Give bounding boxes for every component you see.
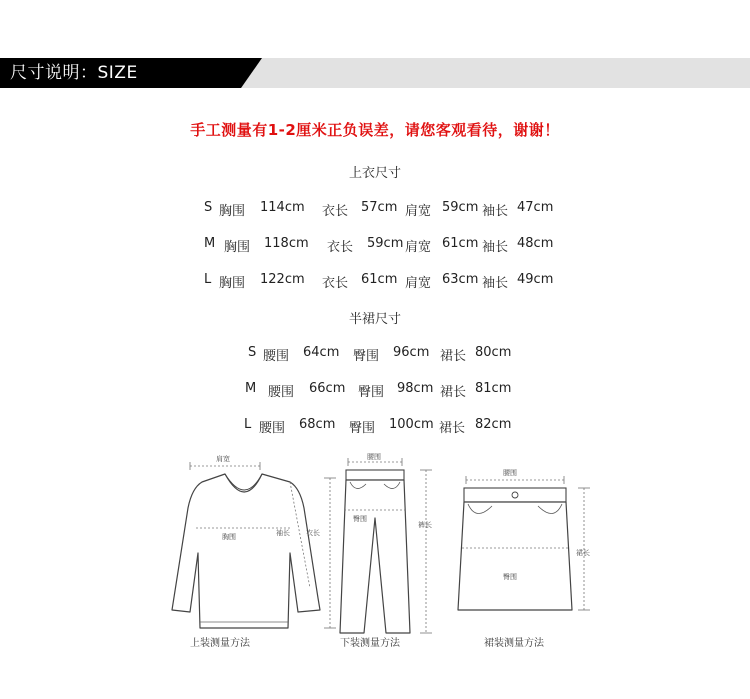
length-value: 81cm <box>475 381 512 396</box>
top-size-row-l <box>0 272 750 292</box>
skirt-size-row-m <box>0 381 750 401</box>
hip-tag: 臀围 <box>503 573 517 581</box>
measurement-note: 手工测量有1-2厘米正负误差，请您客观看待，谢谢！ <box>190 121 560 139</box>
shoulder-tag: 肩宽 <box>216 455 230 463</box>
skirt-size-title: 半裙尺寸 <box>348 312 401 327</box>
sleeve-label: 袖长 <box>482 204 509 219</box>
shoulder-value: 61cm <box>442 236 479 251</box>
length-tag: 裙长 <box>576 549 590 557</box>
sleeve-tag: 袖长 <box>276 529 290 537</box>
length-tag: 裤长 <box>418 521 432 529</box>
size-label: M <box>245 381 257 396</box>
top-measurement-diagram <box>160 448 350 658</box>
sleeve-value: 48cm <box>517 236 554 251</box>
waist-label: 腰围 <box>263 349 290 364</box>
length-label: 衣长 <box>327 240 354 255</box>
sleeve-value: 49cm <box>517 272 554 287</box>
skirt-measurement-diagram <box>452 448 602 658</box>
skirt-diagram-caption: 裙装测量方法 <box>484 638 544 649</box>
sweater-illustration <box>160 448 350 658</box>
length-label: 衣长 <box>322 276 349 291</box>
hip-label: 臀围 <box>358 385 385 400</box>
chest-label: 胸围 <box>219 204 246 219</box>
length-label: 裙长 <box>440 385 467 400</box>
shoulder-value: 59cm <box>442 200 479 215</box>
pants-measurement-diagram <box>330 448 440 658</box>
waist-tag: 腰围 <box>503 469 517 477</box>
chest-value: 118cm <box>264 236 309 251</box>
chest-value: 114cm <box>260 200 305 215</box>
waist-value: 66cm <box>309 381 346 396</box>
shoulder-label: 肩宽 <box>405 240 432 255</box>
hip-label: 臀围 <box>349 421 376 436</box>
chest-tag: 胸围 <box>222 533 236 541</box>
hip-tag: 臀围 <box>353 515 367 523</box>
waist-value: 68cm <box>299 417 336 432</box>
waist-label: 腰围 <box>268 385 295 400</box>
top-diagram-caption: 上装测量方法 <box>190 638 250 649</box>
length-label: 裙长 <box>440 349 467 364</box>
skirt-size-row-l <box>0 417 750 437</box>
length-value: 61cm <box>361 272 398 287</box>
skirt-size-row-s <box>0 345 750 365</box>
section-banner <box>0 58 750 88</box>
size-label: S <box>204 200 213 215</box>
size-label: S <box>248 345 257 360</box>
length-tag: 衣长 <box>306 529 320 537</box>
length-label: 裙长 <box>439 421 466 436</box>
banner-title: 尺寸说明：SIZE <box>10 63 138 83</box>
pants-diagram-caption: 下装测量方法 <box>340 638 400 649</box>
chest-value: 122cm <box>260 272 305 287</box>
top-size-title: 上衣尺寸 <box>348 166 401 181</box>
length-value: 80cm <box>475 345 512 360</box>
pants-illustration <box>330 448 440 658</box>
length-label: 衣长 <box>322 204 349 219</box>
hip-value: 100cm <box>389 417 434 432</box>
length-value: 82cm <box>475 417 512 432</box>
top-size-row-m <box>0 236 750 256</box>
size-label: L <box>204 272 212 287</box>
shoulder-label: 肩宽 <box>405 276 432 291</box>
sleeve-value: 47cm <box>517 200 554 215</box>
size-label: M <box>204 236 216 251</box>
waist-tag: 腰围 <box>367 453 381 461</box>
hip-label: 臀围 <box>353 349 380 364</box>
hip-value: 96cm <box>393 345 430 360</box>
hip-value: 98cm <box>397 381 434 396</box>
size-label: L <box>244 417 252 432</box>
shoulder-label: 肩宽 <box>405 204 432 219</box>
sleeve-label: 袖长 <box>482 240 509 255</box>
top-size-row-s <box>0 200 750 220</box>
chest-label: 胸围 <box>224 240 251 255</box>
chest-label: 胸围 <box>219 276 246 291</box>
shoulder-value: 63cm <box>442 272 479 287</box>
length-value: 57cm <box>361 200 398 215</box>
waist-value: 64cm <box>303 345 340 360</box>
waist-label: 腰围 <box>259 421 286 436</box>
length-value: 59cm <box>367 236 404 251</box>
sleeve-label: 袖长 <box>482 276 509 291</box>
